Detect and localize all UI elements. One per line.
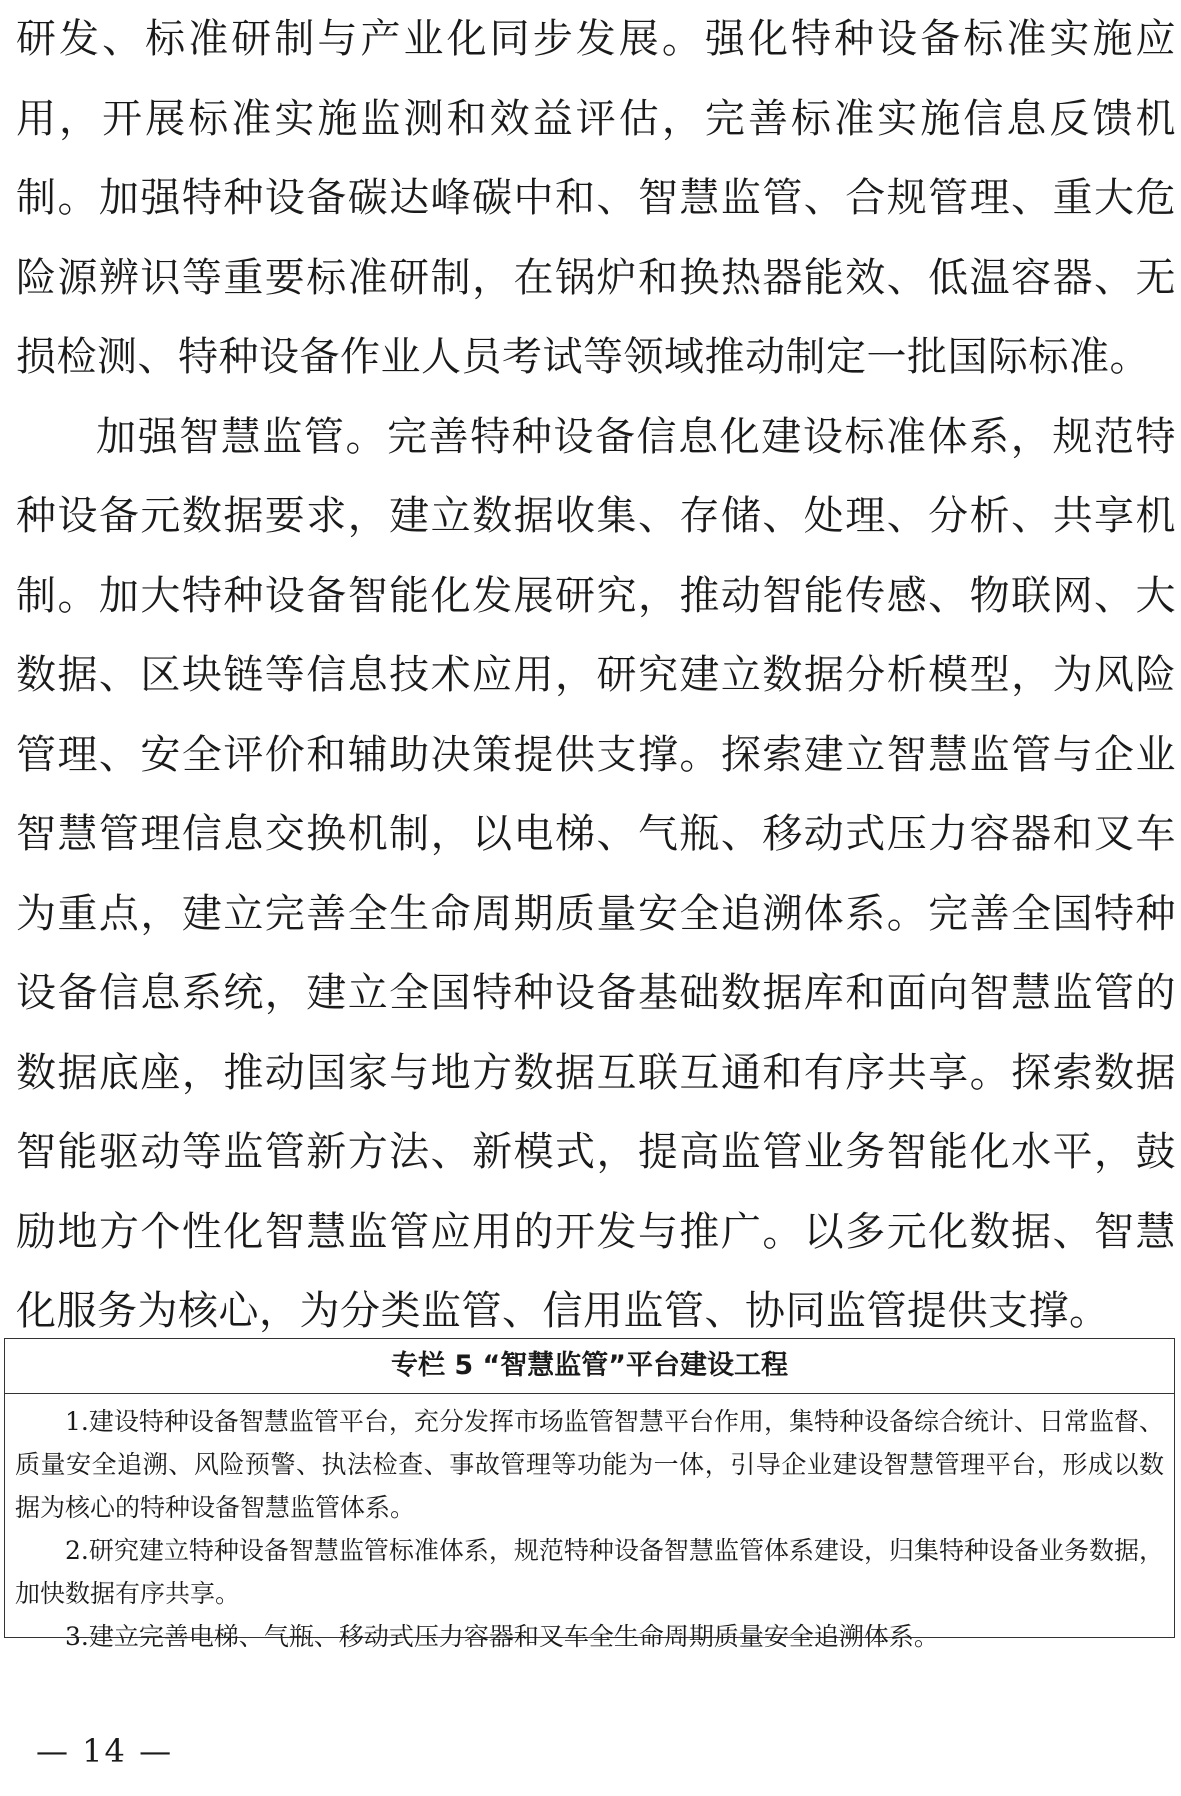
page-number: — 14 — (36, 1732, 174, 1770)
paragraph-standards (16, 0, 1176, 398)
column-box (4, 1338, 1175, 1651)
paragraph-smart-supervision (16, 398, 1176, 1352)
paragraph-lead: 加强智慧监管。 (96, 413, 388, 460)
column-box-item: 1.建设特种设备智慧监管平台，充分发挥市场监管智慧平台作用，集特种设备综合统计、日常监督、质量安全追溯、风险预警、执法检查、事故管理等功能为一体，引导企业建设智慧管理平台，形成以数据为核心的特种设备智慧监管体系。 (15, 1407, 1164, 1522)
column-box-item: 3.建立完善电梯、气瓶、移动式压力容器和叉车全生命周期质量安全追溯体系。 (65, 1622, 939, 1651)
column-box-item: 2.研究建立特种设备智慧监管标准体系，规范特种设备智慧监管体系建设，归集特种设备业务数据，加快数据有序共享。 (15, 1536, 1164, 1608)
column-box-title: 专栏 5 “智慧监管”平台建设工程 (5, 1339, 1174, 1394)
column-box-body (5, 1394, 1174, 1658)
paragraph-text: 研发、标准研制与产业化同步发展。强化特种设备标准实施应用，开展标准实施监测和效益评估，完善标准实施信息反馈机制。加强特种设备碳达峰碳中和、智慧监管、合规管理、重大危险源辨识等重要标准研制，在锅炉和换热器能效、低温容器、无损检测、特种设备作业人员考试等领域推动制定一批国际标准。 (16, 16, 1176, 380)
body-text (16, 0, 1176, 1352)
paragraph-text: 完善特种设备信息化建设标准体系，规范特种设备元数据要求，建立数据收集、存储、处理、分析、共享机制。加大特种设备智能化发展研究，推动智能传感、物联网、大数据、区块链等信息技术应用，研究建立数据分析模型，为风险管理、安全评价和辅助决策提供支撑。探索建立智慧监管与企业智慧管理信息交换机制，以电梯、气瓶、移动式压力容器和叉车为重点，建立完善全生命周期质量安全追溯体系。完善全国特种设备信息系统，建立全国特种设备基础数据库和面向智慧监管的数据底座，推动国家与地方数据互联互通和有序共享。探索数据智能驱动等监管新方法、新模式，提高监管业务智能化水平，鼓励地方个性化智慧监管应用的开发与推广。以多元化数据、智慧化服务为核心，为分类监管、信用监管、协同监管提供支撑。 (16, 413, 1177, 1334)
